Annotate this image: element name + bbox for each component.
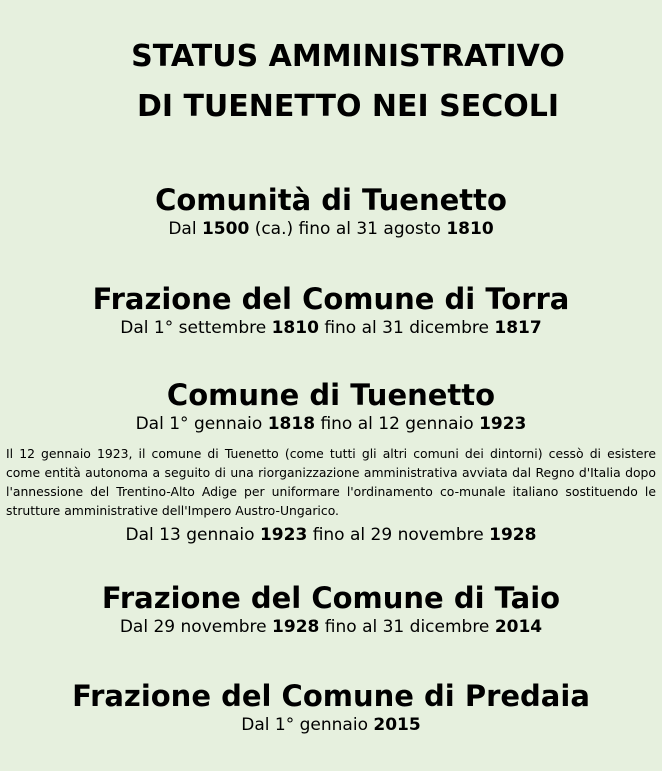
period-start-year: 2015 xyxy=(373,715,421,735)
period-dates xyxy=(0,316,662,340)
period-dates xyxy=(0,615,662,639)
section-frazione-torra xyxy=(0,282,662,340)
section-comune-tuenetto-second-period xyxy=(0,523,662,547)
section-frazione-taio xyxy=(0,581,662,639)
period-dates xyxy=(0,523,662,547)
period-prefix: Dal 29 novembre xyxy=(119,617,267,637)
period-middle: fino al 29 novembre xyxy=(312,525,484,545)
period-prefix: Dal 1° gennaio xyxy=(241,715,368,735)
period-start-year: 1928 xyxy=(272,617,320,637)
period-end-year: 1923 xyxy=(479,414,527,434)
period-prefix: Dal xyxy=(168,219,197,239)
section-frazione-predaia xyxy=(0,679,662,737)
section-comune-tuenetto xyxy=(0,378,662,436)
period-middle: fino al 31 dicembre xyxy=(324,318,489,338)
period-middle: fino al 31 agosto xyxy=(298,219,441,239)
period-start-year: 1923 xyxy=(259,525,308,545)
period-dates xyxy=(0,217,662,241)
period-end-year: 1810 xyxy=(446,219,494,239)
period-end-year: 2014 xyxy=(494,617,543,637)
period-dates xyxy=(0,713,662,737)
section-heading: Frazione del Comune di Taio xyxy=(101,581,561,615)
period-start-year: 1810 xyxy=(271,318,319,338)
period-prefix: Dal 1° gennaio xyxy=(135,414,263,434)
period-dates xyxy=(0,412,662,436)
period-prefix: Dal 1° settembre xyxy=(120,318,267,338)
section-heading: Frazione del Comune di Torra xyxy=(92,282,570,316)
title-line-2: DI TUENETTO NEI SECOLI xyxy=(136,89,560,124)
period-middle: fino al 31 dicembre xyxy=(324,617,490,637)
period-middle: fino al 12 gennaio xyxy=(320,414,474,434)
section-heading: Comunità di Tuenetto xyxy=(155,183,507,217)
period-start-year: 1500 xyxy=(201,219,250,239)
title-line-1: STATUS AMMINISTRATIVO xyxy=(131,39,565,74)
section-comunita-tuenetto xyxy=(0,183,662,241)
period-qualifier: (ca.) xyxy=(254,219,294,239)
page-title xyxy=(0,32,662,132)
period-end-year: 1817 xyxy=(494,318,542,338)
period-end-year: 1928 xyxy=(489,525,537,545)
period-start-year: 1818 xyxy=(267,414,316,434)
section-heading: Frazione del Comune di Predaia xyxy=(72,679,590,713)
period-prefix: Dal 13 gennaio xyxy=(125,525,255,545)
historical-note: Il 12 gennaio 1923, il comune di Tuenetto (come tutti gli altri comuni dei dintorni) cessò di esistere come entità autonoma a seguito di una riorganizzazione amministrativa avviata dal Regno d'Italia dopo l'annessione del Trentino-Alto Adige per uniformare l'ordinamento co-munale italiano sostituendo le strutture amministrative dell'Impero Austro-Ungarico. xyxy=(6,446,656,518)
section-heading: Comune di Tuenetto xyxy=(166,378,496,412)
